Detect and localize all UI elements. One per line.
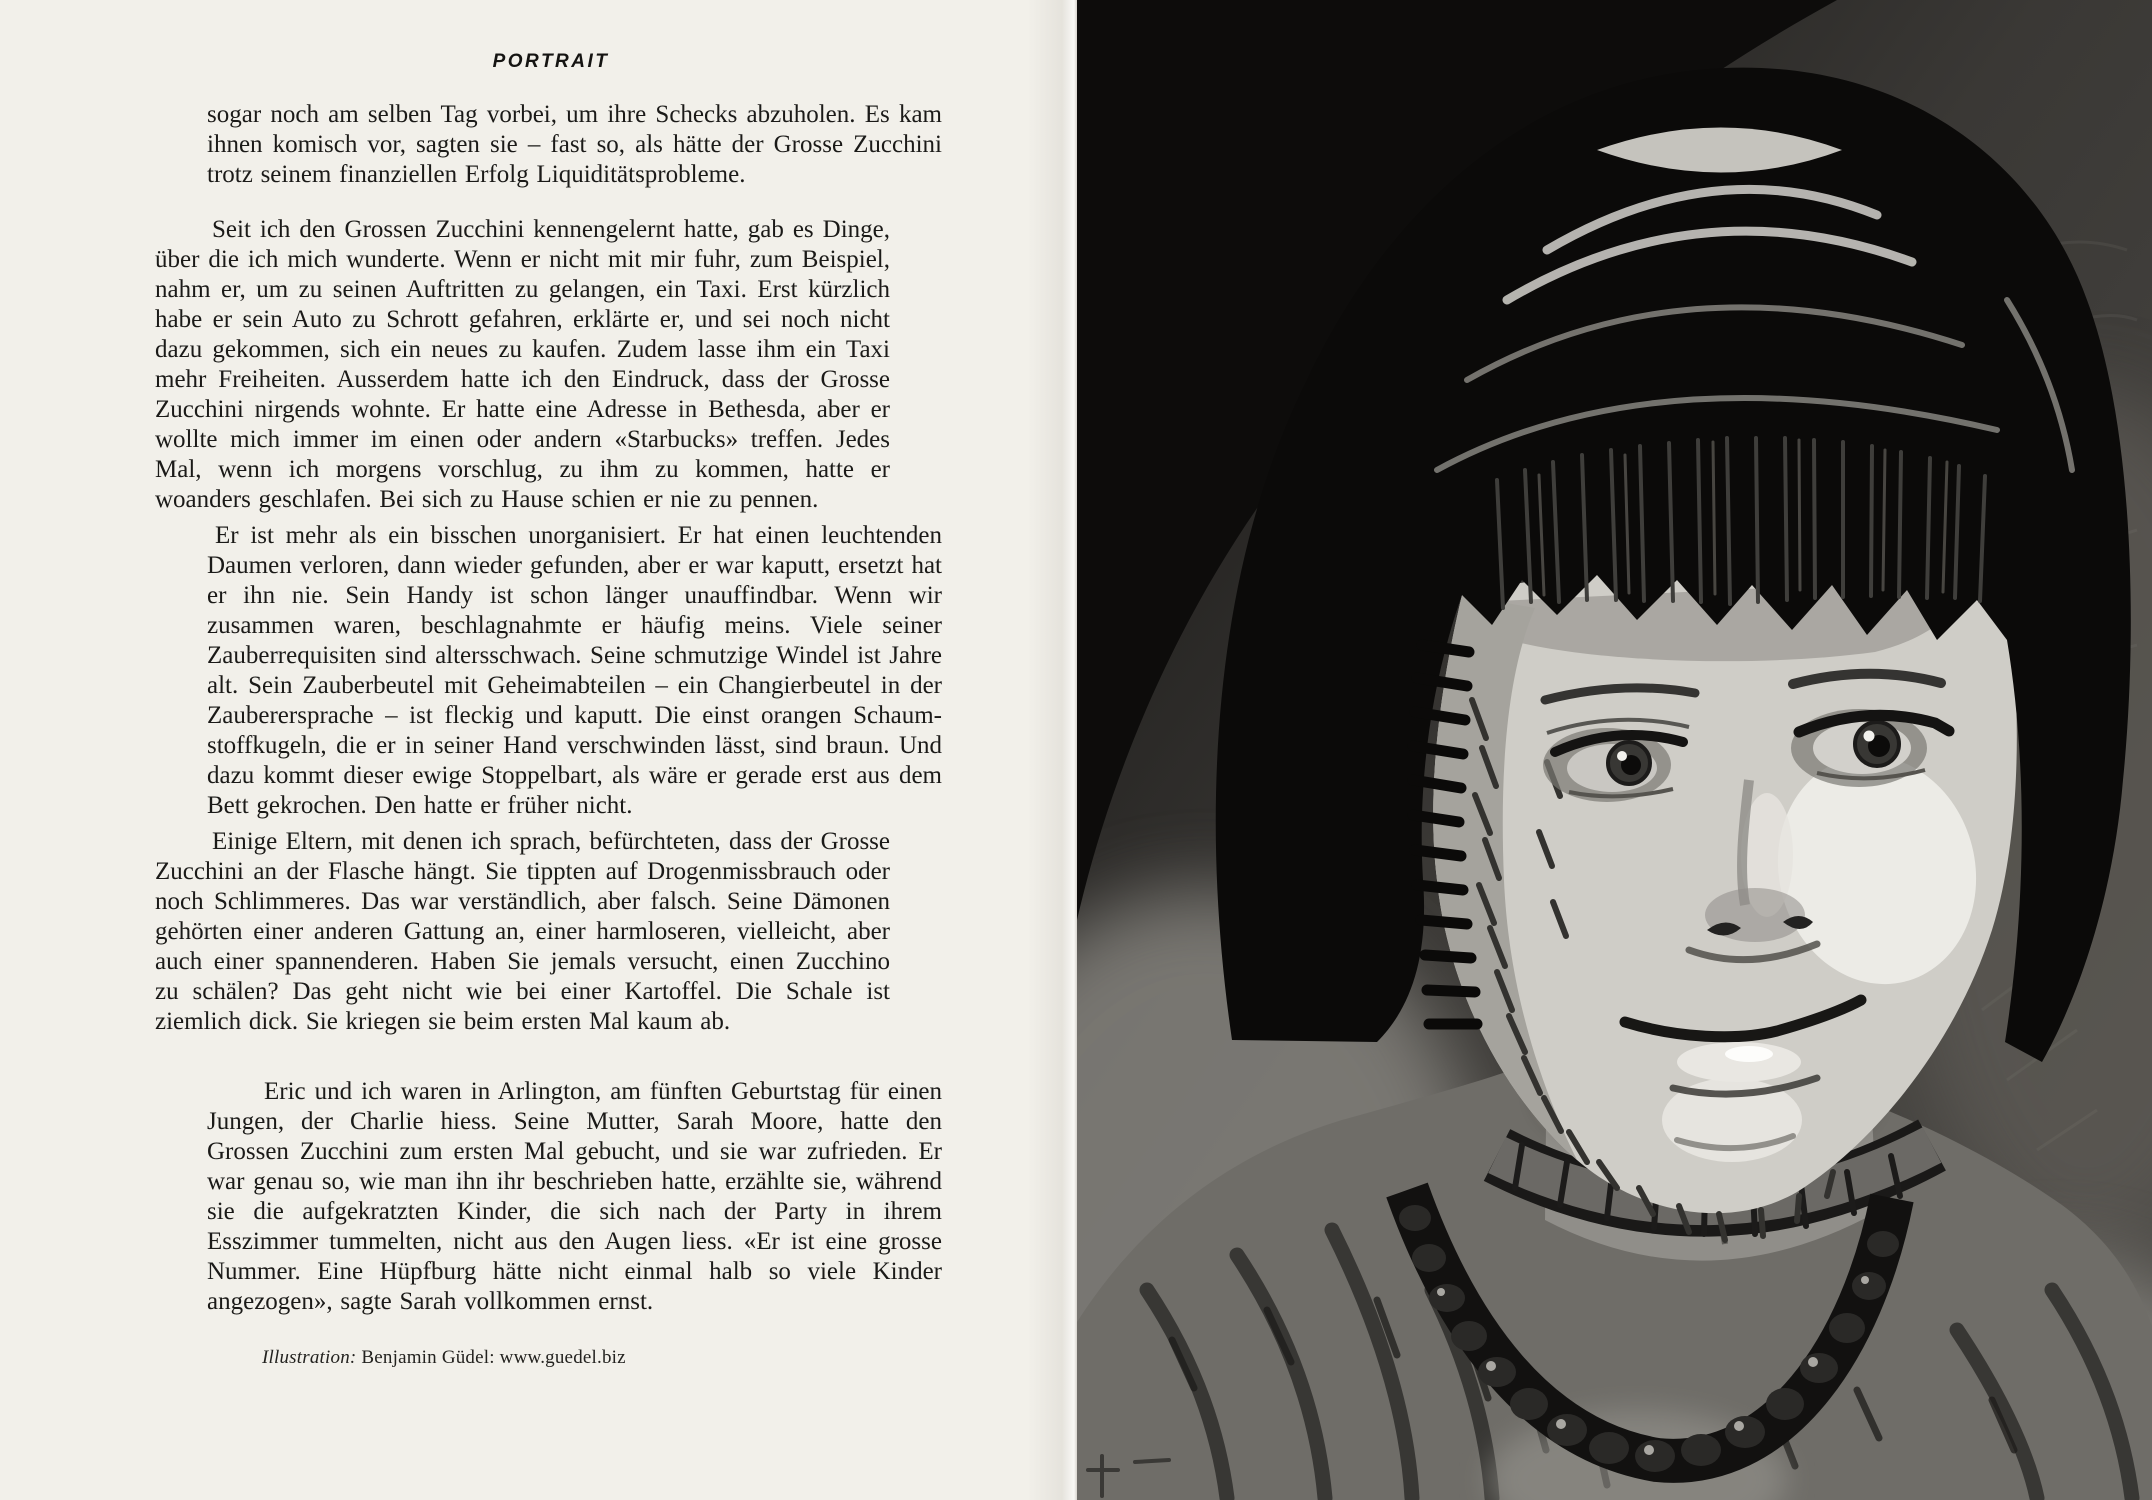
body-paragraph-1: sogar noch am selben Tag vorbei, um ihre Schecks abzuholen. Es kam ihnen komisch vor, sagten sie – fast so, als hätte der Grosse Zucchini trotz seinem finanziellen Erfolg Liquiditätsprobleme.: [207, 101, 942, 188]
body-paragraph-3: Er ist mehr als ein bisschen unorganisiert. Er hat einen leuchtenden Daumen verloren, dann wieder gefunden, aber er war kaputt, ersetzt hat er ihn nie. Sein Handy ist schon länger unauffindbar. Wenn wir zusammen waren, beschlagnahmte er häufig meins. Viele seiner Zauberrequisiten sind altersschwach. Seine schmutzige Windel ist Jahre alt. Sein Zauberbeutel mit Geheimabteilen – ein Changierbeutel in der Zauberersprache – ist fleckig und kaputt. Die einst orangen Schaumstoffkugeln, die er in seiner Hand verschwinden lässt, sind braun. Und dazu kommt dieser ewige Stoppelbart, als wäre er gerade erst aus dem Bett gekrochen. Den hatte er früher nicht.: [207, 522, 942, 819]
credit-text: Benjamin Güdel: www.guedel.biz: [356, 1347, 626, 1368]
illustration-credit: [262, 1347, 1077, 1369]
article-body: [0, 100, 1077, 1317]
portrait-illustration-svg: [1077, 0, 2152, 1500]
body-paragraph-4: Einige Eltern, mit denen ich sprach, befürchteten, dass der Grosse Zucchini an der Flasche hängt. Sie tippten auf Drogenmissbrauch oder noch Schlimmeres. Das war verständlich, aber falsch. Seine Dämonen gehörten einer anderen Gattung an, einer harmloseren, vielleicht, aber auch einer spannenderen. Haben Sie jemals versucht, einen Zucchino zu schälen? Das geht nicht wie bei einer Kartoffel. Die Schale ist ziemlich dick. Sie kriegen sie beim ersten Mal kaum ab.: [155, 828, 890, 1035]
portrait-illustration: [1077, 0, 2152, 1500]
body-paragraph-5: Eric und ich waren in Arlington, am fünften Geburtstag für einen Jungen, der Charlie hiess. Seine Mutter, Sarah Moore, hatte den Grossen Zucchini zum ersten Mal gebucht, und sie war zufrieden. Er war genau so, wie man ihn ihr beschrieben hatte, erzählte sie, während sie die aufgekratzten Kinder, die sich nach der Party in ihrem Esszimmer tummelten, nicht aus den Augen liess. «Er ist eine grosse Nummer. Eine Hüpfburg hätte nicht einmal halb so viele Kinder angezogen», sagte Sarah vollkommen ernst.: [207, 1078, 942, 1315]
body-paragraph-2: Seit ich den Grossen Zucchini kennengelernt hatte, gab es Dinge, über die ich mich wunderte. Wenn er nicht mit mir fuhr, zum Beispiel, nahm er, um zu seinen Auftritten zu gelangen, ein Taxi. Erst kürzlich habe er sein Auto zu Schrott gefahren, erklärte er, und sei noch nicht dazu gekommen, sich ein neues zu kaufen. Zudem lasse ihm ein Taxi mehr Freiheiten. Ausserdem hatte ich den Eindruck, dass der Grosse Zucchini nirgends wohnte. Er hatte eine Adresse in Bethesda, aber er wollte mich immer im einen oder andern «Starbucks» treffen. Jedes Mal, wenn ich morgens vorschlug, zu ihm zu kommen, hatte er woanders geschlafen. Bei sich zu Hause schien er nie zu pennen.: [155, 216, 890, 513]
credit-label: Illustration:: [262, 1347, 357, 1368]
page-kicker: PORTRAIT: [492, 51, 610, 72]
